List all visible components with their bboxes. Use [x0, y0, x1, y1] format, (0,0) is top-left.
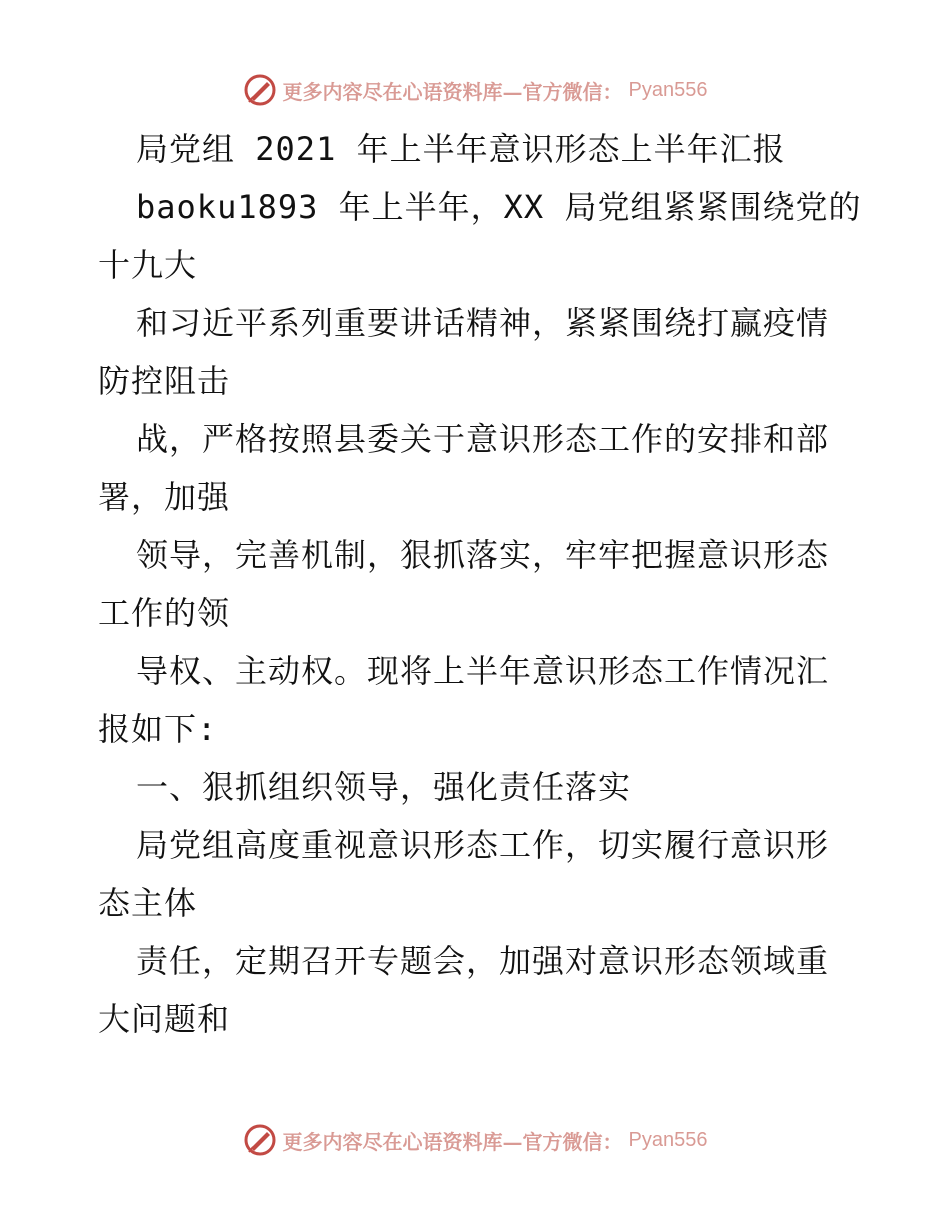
text-line: 署，加强 — [98, 478, 231, 516]
text-line: 战，严格按照县委关于意识形态工作的安排和部 — [136, 420, 830, 458]
watermark-footer — [0, 1120, 950, 1160]
text-line: 导权、主动权。现将上半年意识形态工作情况汇 — [136, 652, 830, 690]
watermark-wechat-id: Pyan556 — [628, 78, 708, 101]
text-line: 局党组高度重视意识形态工作，切实履行意识形 — [136, 826, 830, 864]
text-line: 责任，定期召开专题会，加强对意识形态领域重 — [136, 942, 830, 980]
watermark-text: 更多内容尽在心语资料库—官方微信： — [282, 79, 623, 104]
text-line: 和习近平系列重要讲话精神，紧紧围绕打赢疫情 — [136, 304, 830, 342]
text-line: 领导，完善机制，狠抓落实，牢牢把握意识形态 — [136, 536, 830, 574]
text-line: 一、狠抓组织领导，强化责任落实 — [136, 768, 632, 806]
watermark-text: 更多内容尽在心语资料库—官方微信： — [282, 1129, 623, 1154]
text-line: 大问题和 — [98, 1000, 231, 1038]
text-line: 十九大 — [98, 246, 198, 284]
watermark-header — [0, 70, 950, 110]
text-line: 工作的领 — [98, 594, 231, 632]
text-line: 态主体 — [98, 884, 198, 922]
text-line: 报如下: — [98, 710, 218, 748]
quill-logo-icon — [243, 1123, 277, 1157]
document-body — [98, 120, 862, 1048]
text-line: baoku1893 年上半年，XX 局党组紧紧围绕党的 — [136, 188, 862, 226]
text-line: 局党组 2021 年上半年意识形态上半年汇报 — [136, 130, 786, 168]
quill-logo-icon — [243, 73, 277, 107]
text-line: 防控阻击 — [98, 362, 231, 400]
watermark-wechat-id: Pyan556 — [628, 1128, 708, 1151]
